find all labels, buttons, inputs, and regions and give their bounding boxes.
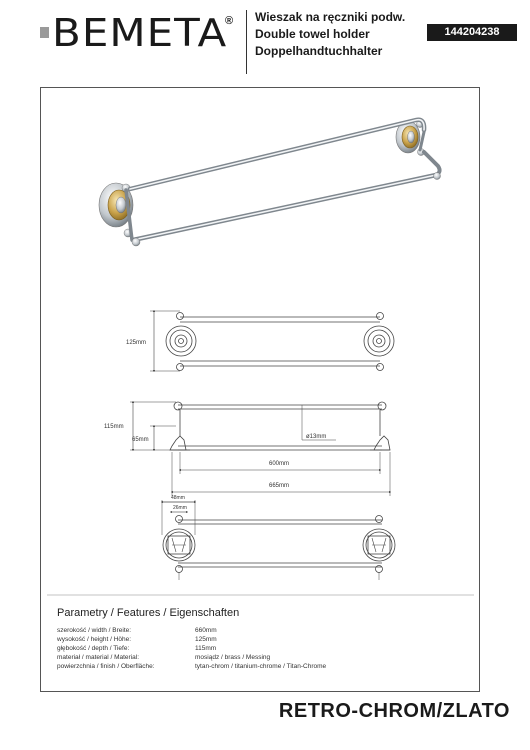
dim-height-front: 125mm xyxy=(126,340,147,346)
spec-value: 125mm xyxy=(195,636,217,643)
spec-label: materiał / material / Material: xyxy=(57,654,139,661)
spec-label: głębokość / depth / Tiefe: xyxy=(57,645,130,652)
spec-label: szerokość / width / Breite: xyxy=(57,627,132,634)
spec-row xyxy=(57,627,467,636)
brand-logo: BEMETA xyxy=(52,10,228,56)
spec-row xyxy=(57,654,467,663)
dim-height-side: 115mm xyxy=(104,424,124,430)
dim-rosette-inner: 26mm xyxy=(173,505,187,511)
spec-value: tytan-chrom / titanium-chrome / Titan-Chrome xyxy=(195,663,327,670)
product-name-de: Doppelhandtuchhalter xyxy=(255,44,383,58)
spec-row xyxy=(57,636,467,645)
product-photo xyxy=(99,112,441,246)
dim-total-width: 665mm xyxy=(269,483,290,489)
spec-value: 660mm xyxy=(195,627,217,634)
product-name-en: Double towel holder xyxy=(255,27,370,41)
collection-name: RETRO-CHROM/ZLATO xyxy=(278,700,510,722)
dim-mount-height: 65mm xyxy=(132,437,149,443)
product-name-pl: Wieszak na ręczniki podw. xyxy=(255,10,406,24)
spec-value: mosiądz / brass / Messing xyxy=(195,654,271,661)
spec-label: powierzchnia / finish / Oberfläche: xyxy=(57,663,155,670)
towel-bars xyxy=(126,112,441,246)
mounting-detail-drawing xyxy=(162,500,395,580)
spec-value: 115mm xyxy=(195,645,217,652)
dim-rosette-width: 48mm xyxy=(171,495,185,501)
front-view-drawing xyxy=(150,311,394,371)
registered-mark: ® xyxy=(225,15,234,27)
dim-mount-spacing: 600mm xyxy=(269,461,290,467)
spec-row xyxy=(57,663,467,672)
spec-label: wysokość / height / Höhe: xyxy=(57,636,132,643)
spec-row xyxy=(57,645,467,654)
product-code-badge: 144204238 xyxy=(427,24,517,41)
dim-tube-diameter: ø13mm xyxy=(306,434,327,440)
side-view-drawing xyxy=(130,402,390,496)
parameters-section xyxy=(57,607,467,672)
parameters-title: Parametry / Features / Eigenschaften xyxy=(57,607,240,619)
